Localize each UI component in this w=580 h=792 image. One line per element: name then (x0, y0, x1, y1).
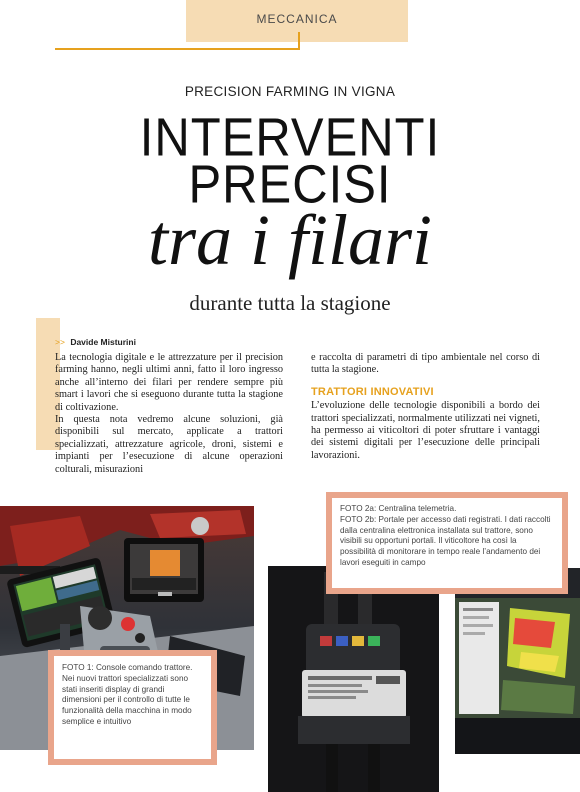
caption-photo-2 (326, 492, 568, 594)
body-paragraph: In questa nota vedremo alcune soluzioni, già disponibili sul mercato, applicate a trattori specializzati, attrezzature agricole, droni, sistemi e impianti per l’esecuzione di alcune operazioni colturali, misurazioni (55, 414, 283, 475)
telemetry-unit-illustration (268, 566, 439, 792)
photo-telemetry-unit (268, 566, 439, 792)
body-column-left (55, 352, 283, 476)
photo-data-portal (455, 568, 580, 754)
headline-line-2: PRECISI (188, 155, 392, 215)
author-name: Davide Misturini (70, 337, 136, 347)
section-rule-tick (298, 32, 300, 50)
body-column-right (311, 352, 540, 462)
caption-photo-2a: FOTO 2a: Centralina telemetria. (340, 504, 457, 513)
kicker: PRECISION FARMING IN VIGNA (184, 84, 396, 99)
author-marker: >> (55, 337, 65, 347)
caption-photo-2b: FOTO 2b: Portale per accesso dati registrati. I dati raccolti dalla centralina elettronica installata sul trattore, sono visibili su opportuni portali. Il viticoltore ha così la possibilità di monitorare in tempo reale l’andamento dei lavori eseguiti in campo (340, 514, 551, 567)
section-rule (55, 48, 300, 50)
section-label: MECCANICA (256, 12, 338, 26)
body-paragraph: L’evoluzione delle tecnologie disponibili a bordo dei trattori specializzati, normalmente utilizzati nei vigneti, ha permesso ai viticoltori di poter sfruttare i vantaggi dei sistemi digitali per l’esecuzione delle principali lavorazioni. (311, 400, 540, 461)
section-heading: TRATTORI INNOVATIVI (311, 385, 434, 398)
subtitle: durante tutta la stagione (189, 291, 391, 315)
headline-line-1: INTERVENTI (139, 108, 441, 168)
body-paragraph: La tecnologia digitale e le attrezzature per il precision farming hanno, negli ultimi anni, fatto il loro ingresso anche all’interno dei filari per rendere sempre più smart i lavori che si eseguono durante tutta la stagione di coltivazione. (55, 352, 283, 413)
caption-photo-1: FOTO 1: Console comando trattore. Nei nuovi trattori specializzati sono stati inseriti display di grandi dimensioni per il controllo di tutte le funzionalità della macchina in modo semplice e intuitivo (48, 650, 217, 765)
data-portal-illustration (455, 568, 580, 754)
body-paragraph: e raccolta di parametri di tipo ambientale nel corso di tutta la stagione. (311, 352, 540, 376)
author-byline (55, 337, 136, 347)
headline-line-3: tra i filari (147, 200, 433, 280)
